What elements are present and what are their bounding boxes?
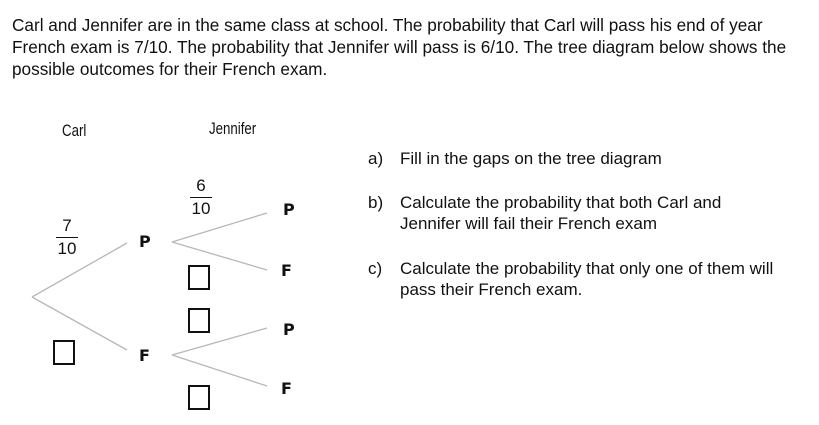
branch-carl-fail [32,297,127,350]
node-carl-fail: F [139,346,150,365]
header-carl: Carl [62,121,87,140]
question-label: a) [368,149,384,168]
node-carl-pass: P [139,232,151,251]
fraction-bar [190,197,212,198]
intro-text: Carl and Jennifer are in the same class at school. The probability that Carl will pass his end of year French exam is 7/10. The probability that Jennifer will pass is 6/10. The tree diagram below shows the possible outcomes for their French exam. [12,15,787,79]
branch-pass-fail [172,242,267,270]
branch-pass-pass [172,213,267,242]
node-outcome-fail-fail: F [281,379,292,398]
branch-fail-pass [172,328,267,355]
question-label: b) [368,193,384,212]
fraction-numerator: 7 [62,216,72,235]
answer-box-jennifer-fail-given-pass[interactable] [188,265,210,290]
answer-box-carl-fail[interactable] [53,340,75,365]
node-outcome-fail-pass: P [283,320,295,339]
jennifer-pass-probability [188,176,214,219]
answer-box-jennifer-pass-given-fail[interactable] [188,308,210,333]
branch-fail-fail [172,355,267,386]
header-jennifer: Jennifer [209,119,257,138]
node-outcome-pass-pass: P [283,200,295,219]
fraction-denominator: 10 [57,239,77,258]
question-text: Fill in the gaps on the tree diagram [400,149,662,168]
fraction-numerator: 6 [196,176,206,195]
question-text: Calculate the probability that only one of them will pass their French exam. [400,259,774,299]
answer-box-jennifer-fail-given-fail[interactable] [188,385,210,410]
question-label: c) [368,259,383,278]
question-text: Calculate the probability that both Carl and Jennifer will fail their French exam [400,193,722,233]
carl-pass-probability [54,216,80,259]
node-outcome-pass-fail: F [281,261,292,280]
fraction-denominator: 10 [191,199,211,218]
fraction-bar [56,237,78,238]
